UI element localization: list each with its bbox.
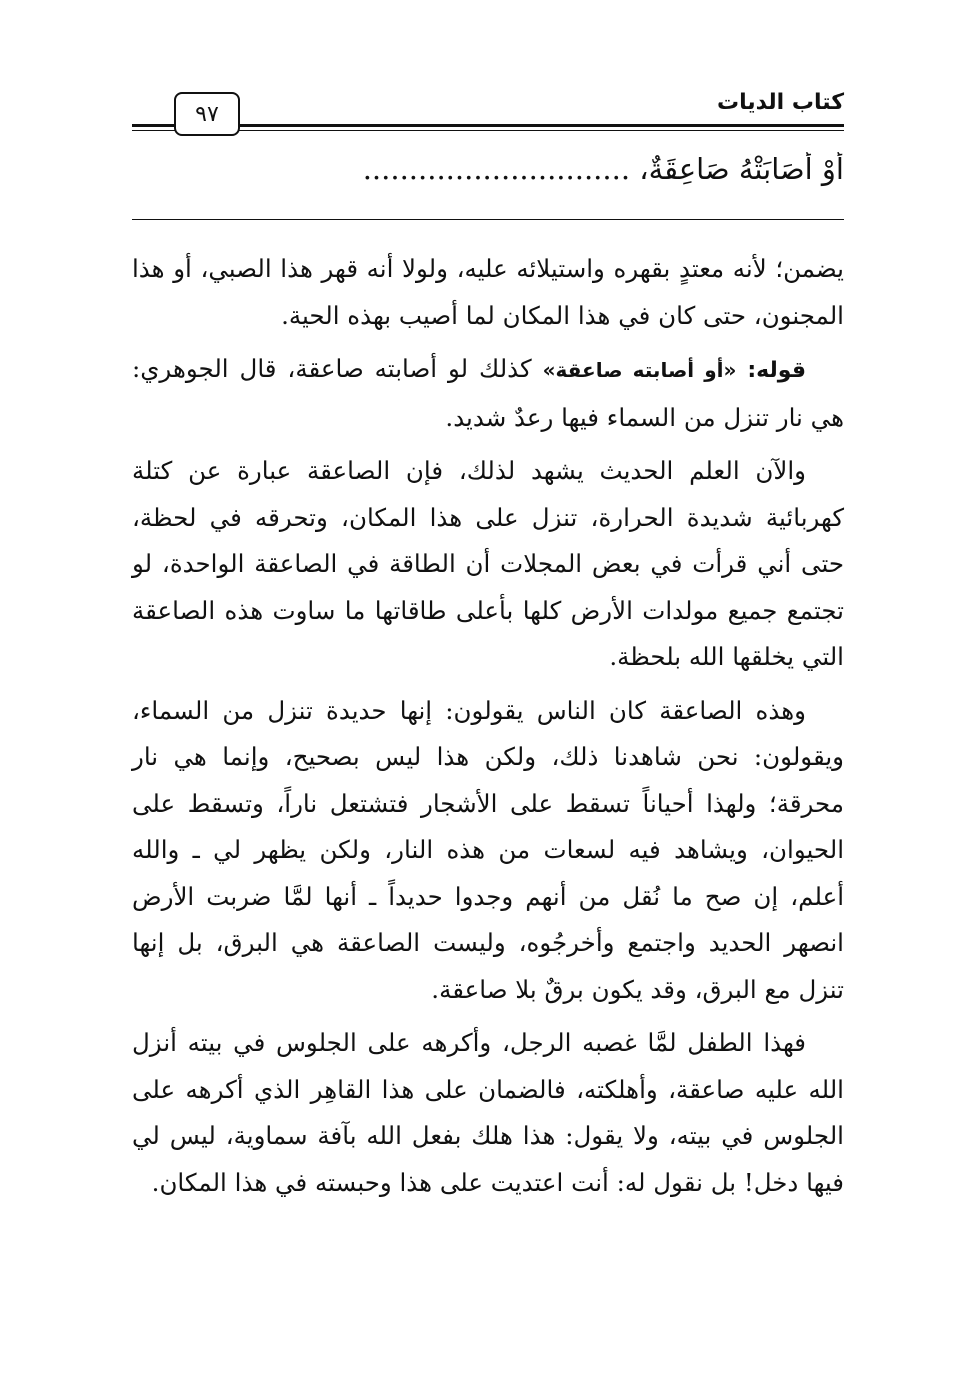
page-number: ٩٧ [174,92,240,136]
paragraph: والآن العلم الحديث يشهد لذلك، فإن الصاعقة عبارة عن كتلة كهربائية شديدة الحرارة، تنزل على هذا المكان، وتحرقه في لحظة، حتى أني قرأت في بعض المجلات أن الطاقة في الصاعقة الواحدة، لو تجتمع جميع مولدات الأرض كلها بأعلى طاقاتها ما ساوت هذه الصاعقة التي يخلقها الله بلحظة. [132,456,844,671]
commentary-body [132,246,844,1206]
paragraph [132,346,844,441]
book-title: كتاب الديات [717,90,844,115]
paragraph: وهذه الصاعقة كان الناس يقولون: إنها حديدة تنزل من السماء، ويقولون: نحن شاهدنا ذلك، ولكن هذا ليس بصحيح، وإنما هي نار محرقة؛ ولهذا أحياناً تسقط على الأشجار فتشتعل ناراً، وتسقط على الحيوان، ويشاهد فيه لسعات من هذه النار، ولكن يظهر لي ـ والله أعلم، إن صح ما نُقل من أنهم وجدوا حديداً ـ أنها لمَّا ضربت الأرض انصهر الحديد واجتمع وأخرجُوه، وليست الصاعقة هي البرق، بل إنها تنزل مع البرق، وقد يكون برقٌ بلا صاعقة. [132,695,844,1004]
page-header [132,86,844,146]
matn-divider [132,219,844,220]
qawluh-label: قوله: [747,358,806,383]
matn-text: أَوْ أَصَابَتْهُ صَاعِقَةٌ، [639,152,844,186]
quoted-matn: «أو أصابته صاعقة» [542,358,737,382]
paragraph: فهذا الطفل لمَّا غصبه الرجل، وأكرهه على الجلوس في بيته أنزل الله عليه صاعقة، وأهلكته، فالضمان على هذا القاهِر الذي أكرهه على الجلوس في بيته، ولا يقول: هذا هلك بفعل الله بآفة سماوية، ليس لي فيها دخل! بل نقول له: أنت اعتديت على هذا وحبسته في هذا المكان. [132,1028,844,1197]
paragraph-text: كذلك لو أصابته صاعقة، قال الجوهري: هي نار تنزل من السماء فيها رعدٌ شديد. [132,354,844,432]
paragraph: يضمن؛ لأنه معتدٍ بقهره واستيلائه عليه، ولولا أنه قهر هذا الصبي، أو هذا المجنون، حتى كان في هذا المكان لما أصيب بهذه الحية. [132,254,844,330]
matn-dots: ............................. [362,152,631,186]
matn-line [132,152,844,200]
